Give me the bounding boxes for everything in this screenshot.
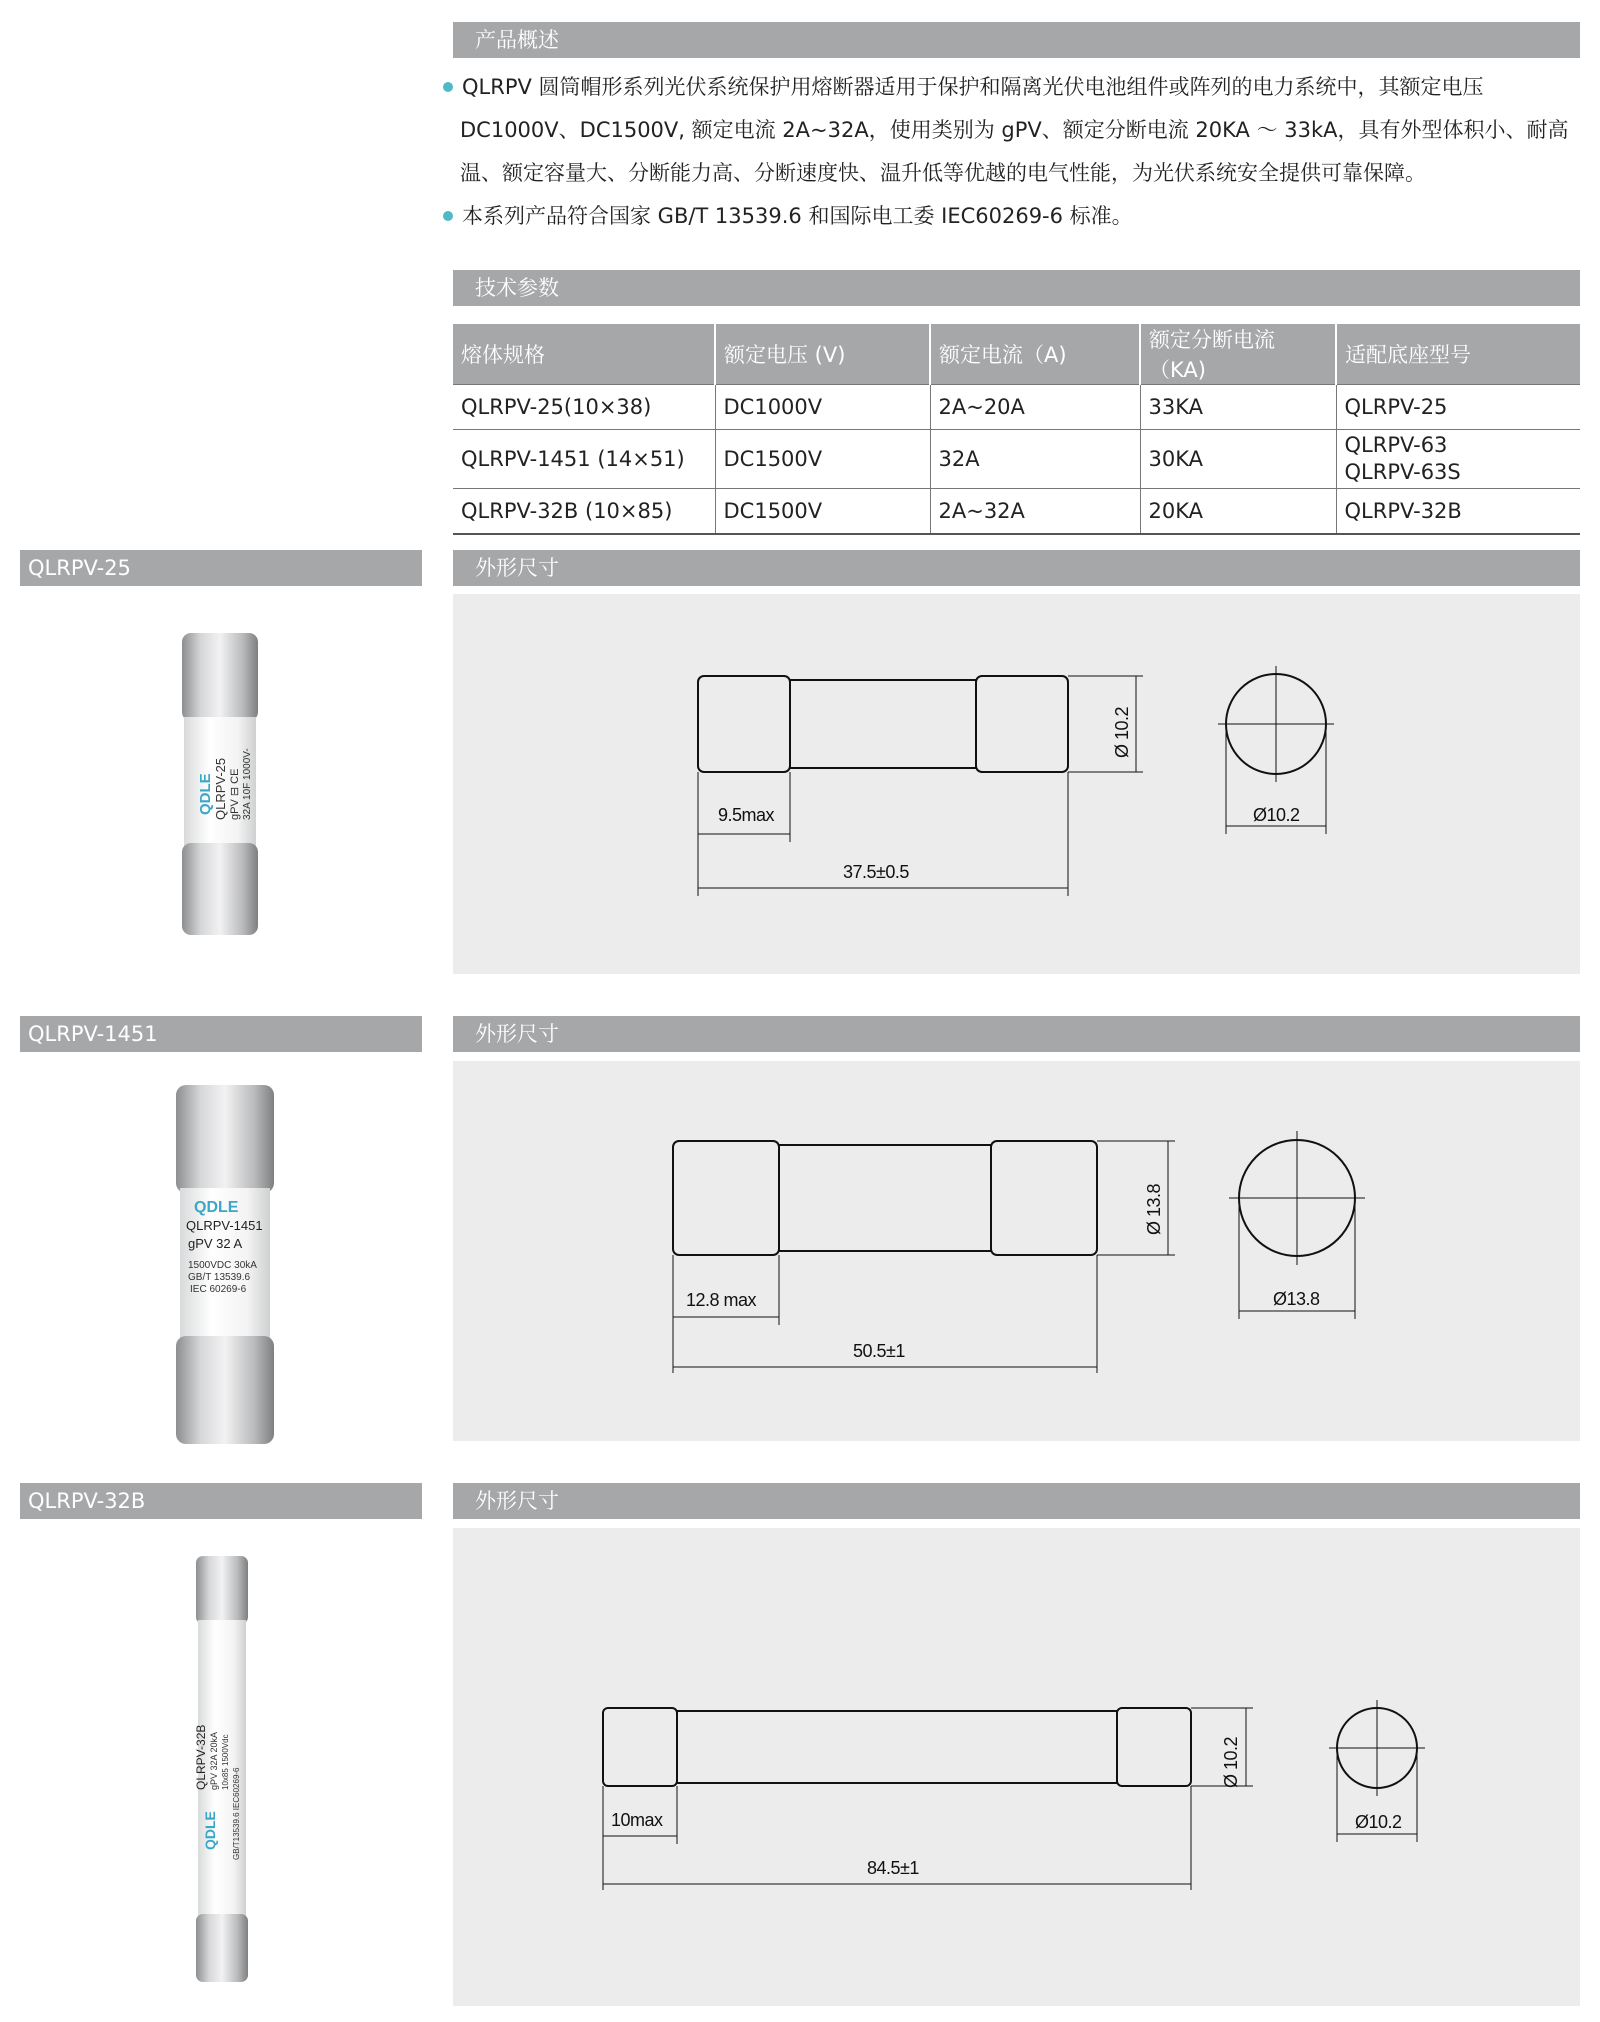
spec-col-header: 额定电压 (V)	[715, 324, 930, 385]
brand-logo-text: QDLE	[202, 1811, 218, 1850]
table-cell: 2A~20A	[930, 385, 1140, 430]
overall-length-label: 37.5±0.5	[843, 862, 909, 882]
cap-length-label: 10max	[611, 1810, 663, 1830]
product-3-model-header: QLRPV-32B	[20, 1483, 422, 1519]
fuse-label-line: QLRPV-25	[213, 757, 228, 820]
spec-table-header-row	[453, 324, 1580, 385]
fuse-body	[779, 1145, 991, 1251]
end-diameter-label: Ø10.2	[1253, 805, 1300, 825]
table-cell: DC1000V	[715, 385, 930, 430]
fuse-cap-right	[976, 676, 1068, 772]
fuse-label-line: gPV 32A 20kA	[209, 1731, 219, 1790]
cap-length-label: 12.8 max	[686, 1290, 757, 1310]
overview-bullet-1: QLRPV 圆筒帽形系列光伏系统保护用熔断器适用于保护和隔离光伏电池组件或阵列的电力系统中，其额定电压DC1000V、DC1500V, 额定电流 2A~32A，使用类别为 gPV、额定分断电流 20KA ～ 33kA，具有外型体积小、耐高温、额定容量大、分断能力高、分断速度快、温升低等优越的电气性能，为光伏系统安全提供可靠保障。	[460, 66, 1590, 195]
spec-col-header: 额定分断电流（KA)	[1140, 324, 1336, 385]
fuse-body	[790, 680, 976, 768]
table-cell: 20KA	[1140, 489, 1336, 535]
body-diameter-label: Ø 10.2	[1221, 1736, 1241, 1788]
product-2-model-header: QLRPV-1451	[20, 1016, 422, 1052]
fuse-label-line: 32A 10F 1000V-	[242, 748, 253, 820]
table-cell: QLRPV-32B	[1336, 489, 1580, 535]
product-1-model-header: QLRPV-25	[20, 550, 422, 586]
overview-bullet-2: 本系列产品符合国家 GB/T 13539.6 和国际电工委 IEC60269-6 标准。	[460, 195, 1590, 238]
fuse-body	[677, 1711, 1117, 1783]
table-cell	[1336, 430, 1580, 489]
cap-length-label: 9.5max	[718, 805, 775, 825]
fuse-cap-right	[1117, 1708, 1191, 1786]
base-model-line: QLRPV-63	[1344, 433, 1448, 457]
table-cell: DC1500V	[715, 489, 930, 535]
product-2-dimension-drawing	[453, 1061, 1580, 1441]
spec-col-header: 额定电流（A)	[930, 324, 1140, 385]
base-model-line: QLRPV-63S	[1344, 460, 1461, 484]
table-cell: QLRPV-32B (10×85)	[453, 489, 715, 535]
overview-header: 产品概述	[453, 22, 1580, 58]
fuse-label-line: GB/T13539.6 IEC60269-6	[232, 1767, 241, 1860]
body-diameter-label: Ø 10.2	[1112, 706, 1132, 758]
table-cell: 2A~32A	[930, 489, 1140, 535]
fuse-cap-left	[673, 1141, 779, 1255]
product-2-drawing-panel	[453, 1061, 1580, 1441]
product-1-dim-header: 外形尺寸	[453, 550, 1580, 586]
fuse-label-line: gPV 32 A	[188, 1236, 243, 1251]
table-cell: QLRPV-1451 (14×51)	[453, 430, 715, 489]
product-2-dim-header: 外形尺寸	[453, 1016, 1580, 1052]
brand-logo-text: QDLE	[197, 773, 214, 815]
product-3-dim-header: 外形尺寸	[453, 1483, 1580, 1519]
body-diameter-label: Ø 13.8	[1144, 1183, 1164, 1235]
table-row	[453, 489, 1580, 535]
product-3-dimension-drawing	[453, 1528, 1580, 2006]
product-1-drawing-panel	[453, 594, 1580, 974]
fuse-label-line: QLRPV-1451	[186, 1218, 263, 1233]
fuse-cap-left	[603, 1708, 677, 1786]
product-2-photo	[170, 1080, 310, 1460]
product-3-photo	[175, 1550, 275, 1990]
spec-col-header: 熔体规格	[453, 324, 715, 385]
spec-header: 技术参数	[453, 270, 1580, 306]
spec-col-header: 适配底座型号	[1336, 324, 1580, 385]
end-diameter-label: Ø10.2	[1355, 1812, 1402, 1832]
fuse-cap-left	[698, 676, 790, 772]
brand-logo-text: QDLE	[194, 1199, 239, 1216]
table-cell: 33KA	[1140, 385, 1336, 430]
fuse-label-line: 1500VDC 30kA	[188, 1260, 257, 1271]
product-1-dimension-drawing	[453, 594, 1580, 974]
table-row	[453, 430, 1580, 489]
end-diameter-label: Ø13.8	[1273, 1289, 1320, 1309]
table-cell: QLRPV-25	[1336, 385, 1580, 430]
fuse-label-line: 10x85 1500Vdc	[221, 1734, 230, 1790]
fuse-label-line: IEC 60269-6	[190, 1284, 247, 1295]
bullet-dot-icon	[443, 211, 453, 221]
table-cell: QLRPV-25(10×38)	[453, 385, 715, 430]
fuse-label-line: QLRPV-32B	[194, 1724, 208, 1790]
product-3-drawing-panel	[453, 1528, 1580, 2006]
table-cell: DC1500V	[715, 430, 930, 489]
overall-length-label: 84.5±1	[867, 1858, 919, 1878]
fuse-cap-right	[991, 1141, 1097, 1255]
table-cell: 32A	[930, 430, 1140, 489]
product-1-photo	[160, 625, 280, 945]
table-row	[453, 385, 1580, 430]
bullet-dot-icon	[443, 82, 453, 92]
table-cell: 30KA	[1140, 430, 1336, 489]
fuse-label-line: gPV ⊟ CE	[229, 768, 241, 820]
overall-length-label: 50.5±1	[853, 1341, 905, 1361]
fuse-label-line: GB/T 13539.6	[188, 1272, 251, 1283]
spec-table	[453, 324, 1580, 535]
